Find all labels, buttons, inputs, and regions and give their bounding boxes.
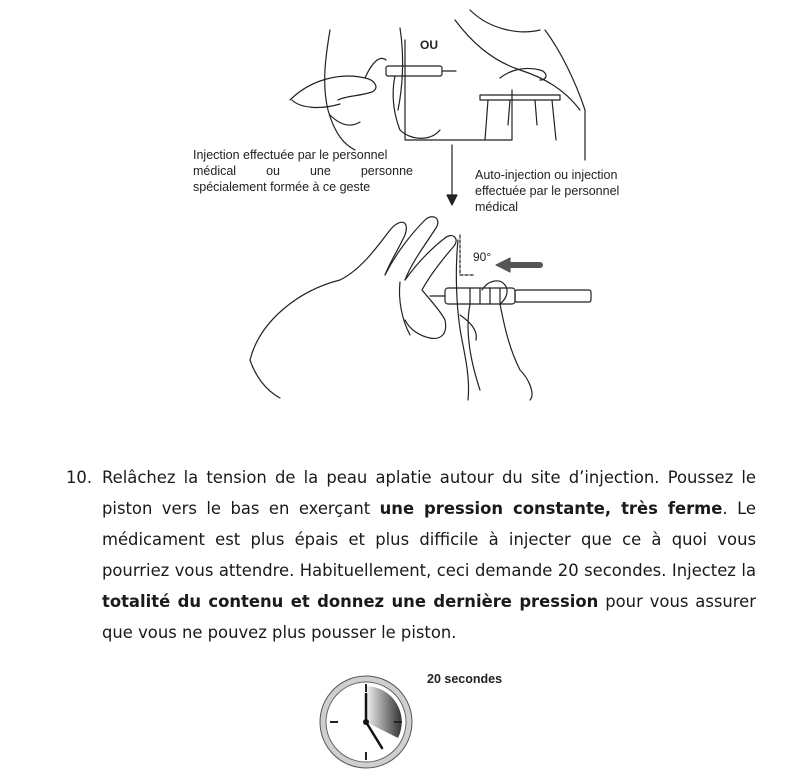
caption-left-word3: une <box>309 164 331 178</box>
caption-right-line1: Auto-injection ou injection <box>475 168 618 182</box>
caption-left-word4: personne <box>360 164 413 178</box>
caption-self-injection <box>475 167 655 215</box>
step-text-part3: pour vous assurer que vous ne pouvez plus pousser le piston. <box>102 592 756 642</box>
torso-outline-left <box>325 30 355 150</box>
caption-left-line1: Injection effectuée par le personnel <box>193 148 388 162</box>
angle-label: 90° <box>473 250 492 264</box>
hand-left-outline <box>290 76 376 100</box>
step-text <box>102 462 756 648</box>
step-bold-full-content: totalité du contenu et donnez une dernière pression <box>102 592 599 611</box>
step-bold-pressure: une pression constante, très ferme <box>379 499 723 518</box>
caption-left-line2 <box>193 163 413 179</box>
instruction-step-10 <box>66 462 756 648</box>
label-or: OU <box>420 38 438 52</box>
syringe-small <box>386 66 442 76</box>
hand-flat-outline <box>250 222 406 360</box>
caption-left-word2: ou <box>266 164 280 178</box>
clock-icon <box>318 672 414 772</box>
timer-label: 20 secondes <box>427 672 503 686</box>
caption-left-word1: médical <box>193 164 237 178</box>
caption-right-line2: effectuée par le personnel <box>475 184 620 198</box>
caption-left-line3: spécialement formée à ce geste <box>193 180 371 194</box>
thigh-outline <box>455 20 580 110</box>
caption-medical-staff <box>193 147 413 195</box>
caption-right-line3: médical <box>475 200 519 214</box>
step-text-part1: Relâchez la tension de la peau aplatie autour du site d’injection. Poussez le piston vers le bas en exerçant <box>102 468 756 518</box>
hand-holding-syringe <box>468 304 532 400</box>
step-number: 10. <box>66 468 93 487</box>
step-text-part2: . Le médicament est plus épais et plus difficile à injecter que ce à quoi vous pourriez vous attendre. Habituellement, ceci demande 20 secondes. Injectez la <box>102 499 756 580</box>
